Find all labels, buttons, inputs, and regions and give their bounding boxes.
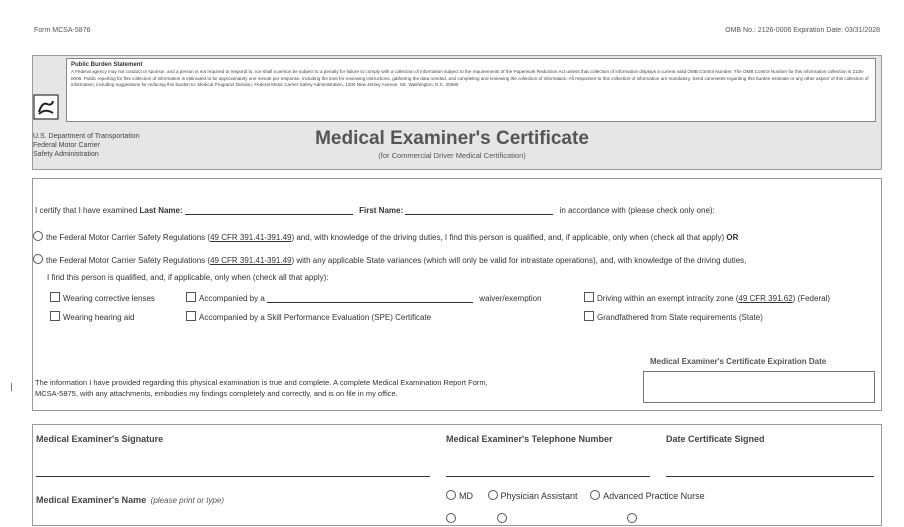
- credential-partial-radio-3[interactable]: [627, 513, 637, 523]
- check-intracity-box[interactable]: [584, 292, 594, 302]
- dot-logo-icon: [33, 94, 59, 120]
- burden-title: Public Burden Statement: [71, 62, 143, 68]
- check-accompanied-label: Accompanied by a: [199, 294, 265, 303]
- check-intracity[interactable]: [584, 292, 830, 303]
- certify-suffix: in accordance with (please check only one):: [559, 206, 715, 215]
- check-hearing-box[interactable]: [50, 311, 60, 321]
- check-intracity-text-b: ) (Federal): [792, 294, 830, 303]
- check-lenses[interactable]: [50, 292, 155, 303]
- examiner-name-label: Medical Examiner's Name: [36, 495, 147, 505]
- expiration-label: Medical Examiner's Certificate Expiration Date: [650, 357, 827, 366]
- option-state-line-2: I find this person is qualified, and, if applicable, only when (check all that apply):: [47, 273, 329, 282]
- agency-line-1: U.S. Department of Transportation: [33, 133, 140, 140]
- first-name-label: First Name:: [359, 206, 404, 215]
- accompanied-field[interactable]: [267, 294, 473, 303]
- form-id: Form MCSA-5876: [34, 27, 91, 34]
- option-state-radio[interactable]: [33, 254, 43, 264]
- credential-pa-radio[interactable]: [488, 490, 498, 500]
- option-state-text-a: the Federal Motor Carrier Safety Regulations (: [46, 256, 211, 265]
- last-name-field[interactable]: [185, 206, 353, 215]
- waiver-label: waiver/exemption: [479, 294, 542, 303]
- page-subtitle: (for Commercial Driver Medical Certification): [378, 151, 526, 160]
- check-lenses-box[interactable]: [50, 292, 60, 302]
- check-hearing[interactable]: [50, 311, 134, 322]
- first-name-field[interactable]: [405, 206, 553, 215]
- check-hearing-label: Wearing hearing aid: [63, 313, 135, 322]
- option-state-link[interactable]: 49 CFR 391.41-391.49: [210, 256, 292, 265]
- certify-prefix: I certify that I have examined: [35, 206, 138, 215]
- agency-line-3: Safety Administration: [33, 151, 99, 158]
- credential-pa-label: Physician Assistant: [500, 491, 578, 501]
- last-name-label: Last Name:: [139, 206, 183, 215]
- check-accompanied-box[interactable]: [186, 292, 196, 302]
- check-spe[interactable]: [186, 311, 431, 322]
- option-federal-text-a: the Federal Motor Carrier Safety Regulations (: [46, 233, 211, 242]
- attestation-line-2: MCSA-5875, with any attachments, embodies my findings completely and correctly, and is on file in my office.: [35, 389, 398, 398]
- credential-partial-radio-2[interactable]: [497, 513, 507, 523]
- option-federal-link[interactable]: 49 CFR 391.41-391.49: [210, 233, 292, 242]
- attestation-line-1: The information I have provided regarding this physical examination is true and complete. A complete Medical Examination Report Form,: [35, 378, 488, 387]
- check-lenses-label: Wearing corrective lenses: [63, 294, 155, 303]
- signature-label: Medical Examiner's Signature: [36, 434, 164, 444]
- check-grandfathered-box[interactable]: [584, 311, 594, 321]
- credential-partial-radio-1[interactable]: [446, 513, 456, 523]
- omb-number: OMB No.: 2126-0006 Expiration Date: 03/31/2028: [725, 27, 880, 34]
- attestation: [35, 377, 488, 399]
- expiration-date-field[interactable]: [643, 371, 875, 403]
- credential-options: [446, 490, 705, 501]
- phone-label: Medical Examiner's Telephone Number: [446, 434, 613, 444]
- margin-mark: [11, 383, 12, 391]
- page-title: Medical Examiner's Certificate: [315, 128, 589, 149]
- burden-statement: [66, 58, 876, 122]
- check-intracity-text-a: Driving within an exempt intracity zone (: [597, 294, 739, 303]
- examiner-name-row: [36, 490, 224, 508]
- option-state: [33, 254, 746, 265]
- option-federal-text-b: ) and, with knowledge of the driving duties, I find this person is qualified, and, if applicable, only when (check all that apply): [291, 233, 727, 242]
- credential-apn-label: Advanced Practice Nurse: [603, 491, 705, 501]
- credential-md-radio[interactable]: [446, 490, 456, 500]
- check-accompanied[interactable]: [186, 292, 542, 303]
- option-federal-or: OR: [726, 233, 739, 242]
- date-signed-label: Date Certificate Signed: [666, 434, 765, 444]
- check-grandfathered-label: Grandfathered from State requirements (State): [597, 313, 763, 322]
- credential-row-2-partial: [446, 509, 640, 527]
- option-federal-radio[interactable]: [33, 231, 43, 241]
- date-signed-field[interactable]: [666, 476, 874, 477]
- burden-text: A Federal agency may not conduct or sponsor, and a person is not required to respond to, nor shall a person be subject to a penalty for failure to comply with a collection of information subject to the requirements of the Paperwork Reduction Act unless that collection of information displays a current valid OMB Control Number. The OMB Control Number for this information collection is 2126-0006. Public reporting for this collection of information is estimated to be approximately one minute per response, including the time for reviewing instructions, gathering the data needed, and completing and reviewing the collection of information. All responses to this collection of information are mandatory. Send comments regarding this burden estimate or any other aspect of this collection of information, including suggestions for reducing this burden to: Medical Programs Division, Federal Motor Carrier Safety Administration, 1200 New Jersey Avenue, SE, Washington, D.C. 20590.: [71, 69, 869, 87]
- check-grandfathered[interactable]: [584, 311, 763, 322]
- phone-field[interactable]: [446, 476, 650, 477]
- credential-apn-radio[interactable]: [590, 490, 600, 500]
- signature-field[interactable]: [36, 476, 430, 477]
- check-spe-label: Accompanied by a Skill Performance Evaluation (SPE) Certificate: [199, 313, 432, 322]
- credential-md-label: MD: [459, 491, 473, 501]
- check-intracity-link[interactable]: 49 CFR 391.62: [738, 294, 793, 303]
- agency-line-2: Federal Motor Carrier: [33, 142, 100, 149]
- option-state-text-b: ) with any applicable State variances (which will only be valid for intrastate operations), and, with knowledge of the driving duties,: [291, 256, 747, 265]
- certify-row: [35, 206, 715, 215]
- examiner-name-hint: (please print or type): [150, 496, 225, 505]
- option-federal: [33, 231, 738, 242]
- check-spe-box[interactable]: [186, 311, 196, 321]
